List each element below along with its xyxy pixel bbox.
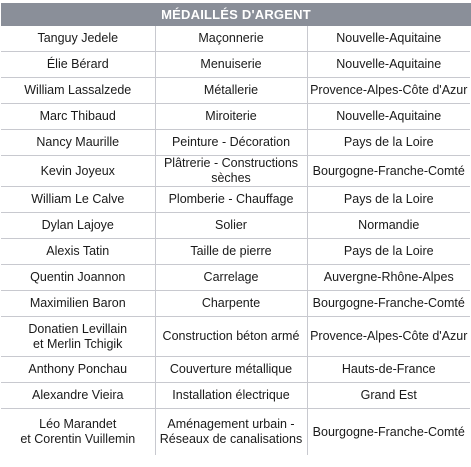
table-row (1, 409, 470, 456)
region-name: Grand Est (307, 383, 470, 409)
table-row (1, 52, 470, 78)
region-name: Normandie (307, 213, 470, 239)
winner-name: Léo Marandet et Corentin Vuillemin (1, 409, 155, 456)
table-body (1, 26, 470, 455)
region-name: Bourgogne-Franche-Comté (307, 409, 470, 456)
table-row (1, 130, 470, 156)
winner-name: Élie Bérard (1, 52, 155, 78)
winner-name: Marc Thibaud (1, 104, 155, 130)
trade-name: Charpente (155, 291, 307, 317)
region-name: Hauts-de-France (307, 357, 470, 383)
region-name: Nouvelle-Aquitaine (307, 26, 470, 52)
trade-name: Plâtrerie - Constructions sèches (155, 156, 307, 187)
winner-name: Quentin Joannon (1, 265, 155, 291)
table-row (1, 265, 470, 291)
trade-name: Plomberie - Chauffage (155, 187, 307, 213)
winner-name: Dylan Lajoye (1, 213, 155, 239)
region-name: Pays de la Loire (307, 239, 470, 265)
winner-name: Tanguy Jedele (1, 26, 155, 52)
region-name: Bourgogne-Franche-Comté (307, 291, 470, 317)
winner-name: Alexis Tatin (1, 239, 155, 265)
trade-name: Solier (155, 213, 307, 239)
winner-name: Maximilien Baron (1, 291, 155, 317)
table-title: MÉDAILLÉS D'ARGENT (1, 3, 471, 26)
winner-name: William Le Calve (1, 187, 155, 213)
trade-name: Aménagement urbain - Réseaux de canalisations (155, 409, 307, 456)
winner-name: Anthony Ponchau (1, 357, 155, 383)
region-name: Auvergne-Rhône-Alpes (307, 265, 470, 291)
region-name: Bourgogne-Franche-Comté (307, 156, 470, 187)
trade-name: Taille de pierre (155, 239, 307, 265)
region-name: Pays de la Loire (307, 187, 470, 213)
table-row (1, 357, 470, 383)
trade-name: Miroiterie (155, 104, 307, 130)
region-name: Provence-Alpes-Côte d'Azur (307, 317, 470, 357)
winner-name: Nancy Maurille (1, 130, 155, 156)
table-row (1, 239, 470, 265)
winner-name: William Lassalzede (1, 78, 155, 104)
region-name: Nouvelle-Aquitaine (307, 104, 470, 130)
trade-name: Peinture - Décoration (155, 130, 307, 156)
winner-name: Donatien Levillain et Merlin Tchigik (1, 317, 155, 357)
table-row (1, 156, 470, 187)
silver-medalists-table (1, 26, 470, 455)
trade-name: Maçonnerie (155, 26, 307, 52)
winner-name: Kevin Joyeux (1, 156, 155, 187)
table-row (1, 317, 470, 357)
trade-name: Menuiserie (155, 52, 307, 78)
table-row (1, 26, 470, 52)
table-row (1, 104, 470, 130)
region-name: Provence-Alpes-Côte d'Azur (307, 78, 470, 104)
trade-name: Couverture métallique (155, 357, 307, 383)
trade-name: Carrelage (155, 265, 307, 291)
winner-name: Alexandre Vieira (1, 383, 155, 409)
table-row (1, 213, 470, 239)
table-row (1, 78, 470, 104)
table-row (1, 291, 470, 317)
region-name: Nouvelle-Aquitaine (307, 52, 470, 78)
trade-name: Métallerie (155, 78, 307, 104)
trade-name: Installation électrique (155, 383, 307, 409)
region-name: Pays de la Loire (307, 130, 470, 156)
table-row (1, 383, 470, 409)
table-row (1, 187, 470, 213)
trade-name: Construction béton armé (155, 317, 307, 357)
